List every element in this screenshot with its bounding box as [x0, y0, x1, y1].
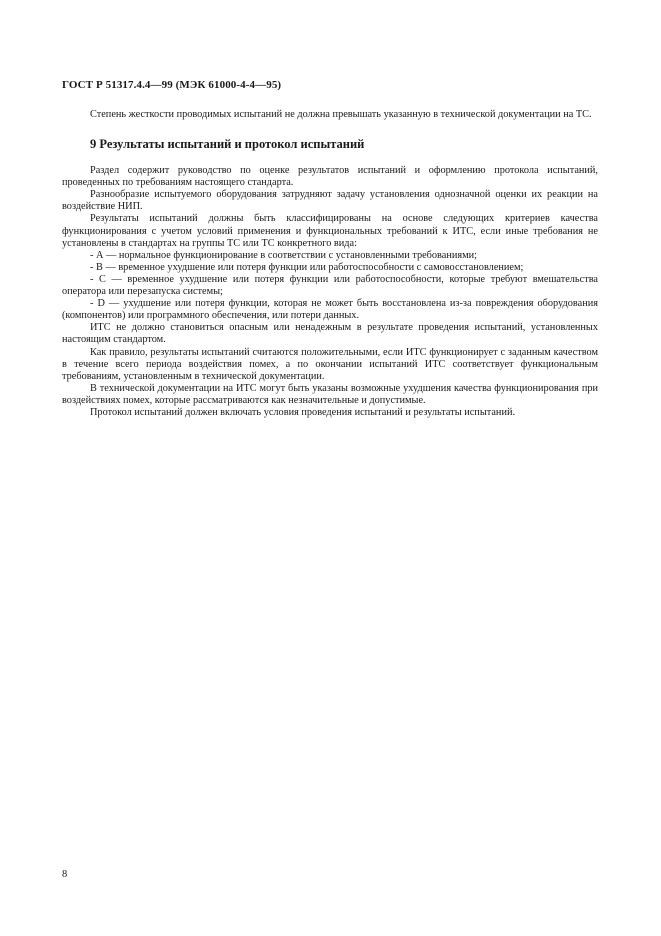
paragraph-diversity: Разнообразие испытуемого оборудования затрудняют задачу установления однозначной оценки их реакции на воздействие НИП.	[62, 189, 598, 213]
paragraph-protocol: Протокол испытаний должен включать условия проведения испытаний и результаты испытаний.	[90, 406, 516, 418]
paragraph-criteria: Результаты испытаний должны быть классифицированы на основе следующих критериев качества функционирования с учетом условий применения и функциональных требований к ИТС, если иные требования не установлены в стандартах на группы ТС или ТС конкретного вида:	[62, 213, 598, 249]
section-heading: 9 Результаты испытаний и протокол испытаний	[90, 137, 365, 152]
paragraph-positive-result: Как правило, результаты испытаний считаются положительными, если ИТС функционирует с заданным качеством в течение всего периода воздействия помех, а по окончании испытаний ИТС соответствует функциональным требованиям, установленным в технической документации.	[62, 346, 598, 382]
criterion-c: - С — временное ухудшение или потеря функции или работоспособности, которые требуют вмешательства оператора или перезапуска системы;	[62, 273, 598, 298]
page-number: 8	[62, 869, 68, 880]
paragraph-scope: Раздел содержит руководство по оценке результатов испытаний и оформлению протокола испытаний, проведенных по требованиям настоящего стандарта.	[62, 165, 598, 189]
paragraph-safety: ИТС не должно становиться опасным или ненадежным в результате проведения испытаний, установленных настоящим стандартом.	[62, 322, 598, 346]
page-header: ГОСТ Р 51317.4.4—99 (МЭК 61000-4-4—95)	[62, 79, 282, 91]
criterion-b: - В — временное ухудшение или потеря функции или работоспособности с самовосстановлением;	[90, 261, 524, 273]
criterion-a: - А — нормальное функционирование в соответствии с установленными требованиями;	[90, 249, 477, 261]
criterion-d: - D — ухудшение или потеря функции, которая не может быть восстановлена из-за повреждения оборудования (компонентов) или программного обеспечения, или потери данных.	[62, 298, 598, 322]
paragraph-degradation: В технической документации на ИТС могут быть указаны возможные ухудшения качества функционирования при воздействиях помех, которые рассматриваются как незначительные и допустимые.	[62, 382, 598, 406]
intro-paragraph: Степень жесткости проводимых испытаний не должна превышать указанную в технической документации на ТС.	[90, 109, 592, 120]
document-body	[62, 109, 598, 419]
